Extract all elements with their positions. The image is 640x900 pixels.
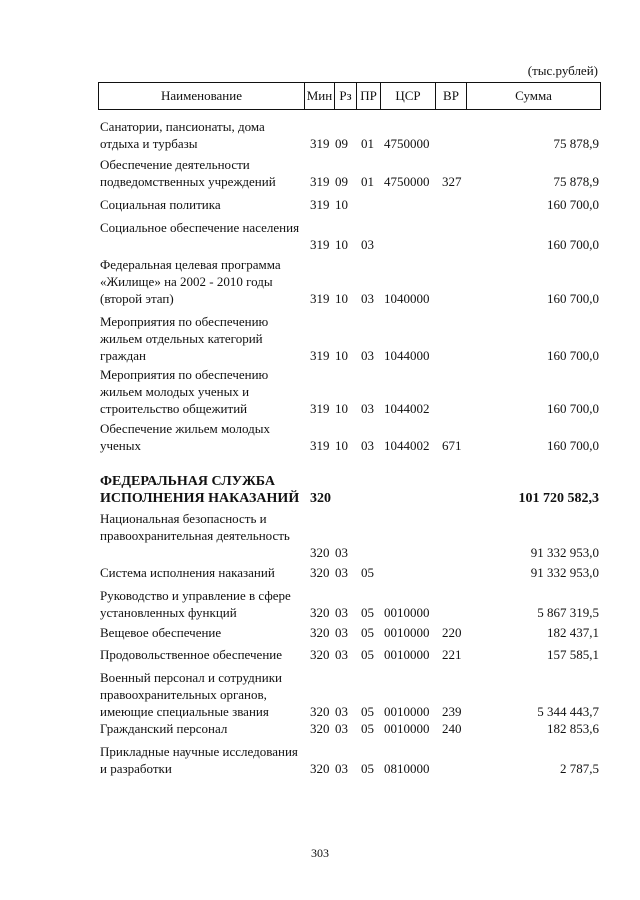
row-min: 320 [310,704,330,719]
row-vr: 671 [442,438,462,453]
row-min: 320 [310,605,330,620]
row-vr: 240 [442,721,462,736]
row-vr: 239 [442,704,462,719]
row-pr: 01 [361,136,374,151]
page-number: 303 [311,846,329,860]
row-pr: 03 [361,291,374,306]
row-min: 319 [310,237,330,252]
row-sum: 157 585,1 [547,647,599,662]
header-sum: Сумма [515,88,552,103]
row-csr: 1040000 [384,291,430,306]
row-min: 320 [310,545,330,560]
row-vr: 327 [442,174,462,189]
row-csr: 0010000 [384,605,430,620]
row-rz: 10 [335,291,348,306]
row-pr: 01 [361,174,374,189]
row-sum: 91 332 953,0 [530,565,599,580]
row-name: Продовольственное обеспечение [100,647,282,662]
table-row [98,473,601,507]
row-min: 319 [310,438,330,453]
row-name: Руководство и управление в сфере установленных функций [100,588,291,620]
table-row [98,156,601,190]
row-rz: 10 [335,237,348,252]
row-rz: 10 [335,401,348,416]
units-note: (тыс.рублей) [527,63,598,78]
header-rz: Рз [335,83,357,109]
table-row [98,313,601,364]
row-name: Социальное обеспечение населения [100,220,300,235]
table-row [98,587,601,621]
row-sum: 5 344 443,7 [537,704,599,719]
row-csr: 1044002 [384,401,430,416]
row-sum: 5 867 319,5 [537,605,599,620]
row-sum: 75 878,9 [553,136,599,151]
table-row [98,366,601,417]
table-row [98,743,601,777]
row-min: 319 [310,291,330,306]
row-sum: 2 787,5 [560,761,599,776]
table-row [98,646,601,663]
row-rz: 03 [335,605,348,620]
row-name: Система исполнения наказаний [100,565,275,580]
row-rz: 03 [335,647,348,662]
row-rz: 03 [335,565,348,580]
table-row [98,510,601,561]
row-pr: 03 [361,438,374,453]
row-min: 319 [310,136,330,151]
row-sum: 160 700,0 [547,348,599,363]
row-csr: 0010000 [384,721,430,736]
row-sum: 160 700,0 [547,401,599,416]
table-row [98,720,601,737]
row-rz: 10 [335,348,348,363]
table-row [98,118,601,152]
row-rz: 03 [335,545,348,560]
row-rz: 03 [335,704,348,719]
row-pr: 05 [361,647,374,662]
table-row [98,219,601,253]
row-rz: 03 [335,625,348,640]
row-sum: 160 700,0 [547,291,599,306]
row-min: 319 [310,197,330,212]
row-min: 319 [310,401,330,416]
row-sum: 182 853,6 [547,721,599,736]
row-vr: 221 [442,647,462,662]
row-csr: 1044002 [384,438,430,453]
row-csr: 4750000 [384,174,430,189]
row-min: 320 [310,721,330,736]
row-min: 320 [310,761,330,776]
row-pr: 05 [361,625,374,640]
row-name: Национальная безопасность и правоохранительная деятельность [100,511,290,543]
row-sum: 101 720 582,3 [518,491,599,506]
row-rz: 10 [335,438,348,453]
row-name: Мероприятия по обеспечению жильем молодых ученых и строительство общежитий [100,367,269,416]
row-min: 320 [310,625,330,640]
row-pr: 05 [361,704,374,719]
row-pr: 03 [361,401,374,416]
row-rz: 09 [335,136,348,151]
row-sum: 75 878,9 [553,174,599,189]
header-pr: ПР [357,83,381,109]
header-vr: ВР [436,83,467,109]
row-name: Обеспечение деятельности подведомственных учреждений [100,157,276,189]
row-min: 319 [310,174,330,189]
row-pr: 05 [361,605,374,620]
row-name: Санатории, пансионаты, дома отдыха и турбазы [100,119,265,151]
row-rz: 09 [335,174,348,189]
row-rz: 03 [335,761,348,776]
row-name: Вещевое обеспечение [100,625,222,640]
row-pr: 05 [361,761,374,776]
row-sum: 160 700,0 [547,438,599,453]
row-csr: 0010000 [384,647,430,662]
header-min: Мин [305,83,335,109]
row-name: Федеральная целевая программа «Жилище» на 2002 - 2010 годы (второй этап) [100,257,281,306]
row-name: ФЕДЕРАЛЬНАЯ СЛУЖБА ИСПОЛНЕНИЯ НАКАЗАНИЙ [100,474,300,506]
row-min: 319 [310,348,330,363]
row-rz: 10 [335,197,348,212]
row-rz: 03 [335,721,348,736]
table-row [98,196,601,213]
row-pr: 03 [361,348,374,363]
table-row [98,624,601,641]
table-row [98,420,601,454]
row-min: 320 [310,647,330,662]
row-min: 320 [310,565,330,580]
table-row [98,256,601,307]
row-sum: 160 700,0 [547,237,599,252]
row-name: Социальная политика [100,197,221,212]
row-name: Мероприятия по обеспечению жильем отдельных категорий граждан [100,314,269,363]
row-name: Военный персонал и сотрудники правоохранительных органов, имеющие специальные звания [100,670,282,719]
row-csr: 1044000 [384,348,430,363]
row-sum: 160 700,0 [547,197,599,212]
row-sum: 182 437,1 [547,625,599,640]
row-name: Прикладные научные исследования и разработки [100,744,298,776]
row-name: Обеспечение жильем молодых ученых [100,421,270,453]
header-csr: ЦСР [381,83,436,109]
row-csr: 0010000 [384,625,430,640]
row-csr: 0810000 [384,761,430,776]
table-row [98,564,601,581]
row-csr: 4750000 [384,136,430,151]
row-csr: 0010000 [384,704,430,719]
header-name: Наименование [99,83,305,109]
row-pr: 05 [361,565,374,580]
row-name: Гражданский персонал [100,721,228,736]
row-pr: 03 [361,237,374,252]
row-pr: 05 [361,721,374,736]
row-vr: 220 [442,625,462,640]
table-row [98,669,601,720]
row-min: 320 [310,491,331,506]
row-sum: 91 332 953,0 [530,545,599,560]
